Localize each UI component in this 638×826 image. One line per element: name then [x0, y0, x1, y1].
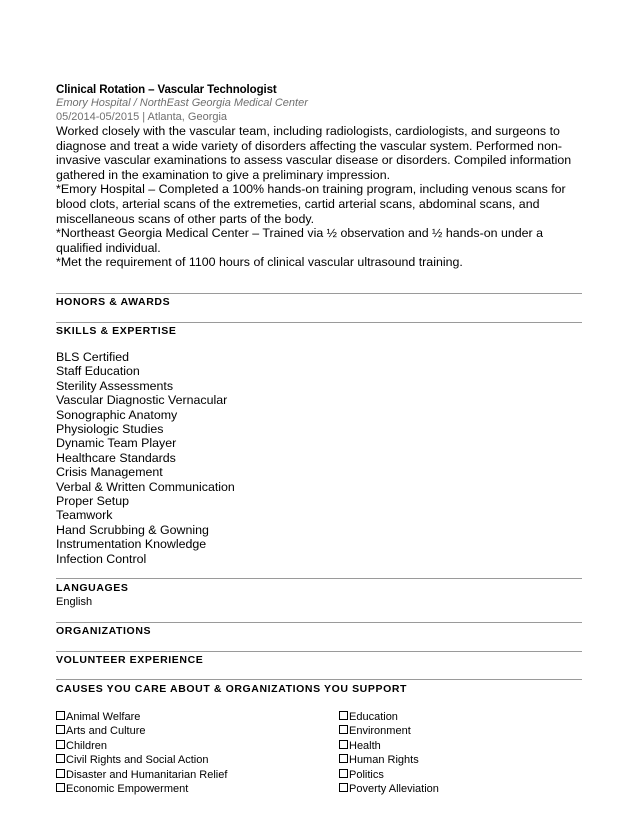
cause-item[interactable] — [339, 768, 439, 782]
skill-item: Dynamic Team Player — [56, 436, 177, 451]
job-description — [56, 124, 582, 270]
cause-label: Disaster and Humanitarian Relief — [66, 768, 228, 781]
language-item: English — [56, 596, 93, 608]
section-divider — [56, 651, 582, 652]
skill-item: BLS Certified — [56, 350, 130, 364]
checkbox-icon — [339, 754, 348, 763]
section-heading-organizations: ORGANIZATIONS — [56, 625, 152, 637]
skill-item: Healthcare Standards — [56, 450, 176, 465]
skill-item: Sonographic Anatomy — [56, 407, 178, 422]
section-heading-skills: SKILLS & EXPERTISE — [56, 325, 177, 337]
checkbox-icon — [56, 754, 65, 763]
checkbox-icon — [339, 725, 348, 734]
cause-item[interactable] — [339, 782, 439, 796]
skill-item: Verbal & Written Communication — [56, 479, 235, 494]
job-bullet: *Emory Hospital – Completed a 100% hands-on training program, including venous scans for blood clots, arterial scans of the extremeties, cartid arterial scans, abdominal scans, and miscellaneous scans of other parts of the body. — [56, 182, 566, 226]
cause-item[interactable] — [56, 739, 227, 753]
skill-item: Vascular Diagnostic Vernacular — [56, 393, 228, 408]
job-dates-location: 05/2014-05/2015 | Atlanta, Georgia — [56, 111, 228, 123]
checkbox-icon — [56, 711, 65, 720]
cause-item[interactable] — [339, 753, 439, 767]
checkbox-icon — [339, 740, 348, 749]
section-heading-honors: HONORS & AWARDS — [56, 296, 171, 308]
skill-item: Teamwork — [56, 508, 113, 523]
cause-item[interactable] — [56, 768, 227, 782]
cause-label: Arts and Culture — [66, 725, 146, 738]
causes-column-left — [56, 710, 227, 796]
skill-item: Crisis Management — [56, 465, 163, 480]
cause-item[interactable] — [56, 782, 227, 796]
cause-item[interactable] — [56, 724, 227, 738]
job-organizations: Emory Hospital / NorthEast Georgia Medical Center — [56, 97, 308, 109]
job-bullet: *Met the requirement of 1100 hours of clinical vascular ultrasound training. — [56, 255, 463, 270]
checkbox-icon — [339, 783, 348, 792]
cause-label: Economic Empowerment — [66, 783, 189, 796]
cause-label: Education — [349, 711, 398, 723]
checkbox-icon — [56, 725, 65, 734]
skill-item: Sterility Assessments — [56, 378, 174, 393]
skill-item: Staff Education — [56, 364, 140, 379]
job-title: Clinical Rotation – Vascular Technologist — [56, 84, 277, 96]
checkbox-icon — [339, 711, 348, 720]
skill-item: Instrumentation Knowledge — [56, 537, 207, 552]
checkbox-icon — [56, 769, 65, 778]
checkbox-icon — [56, 740, 65, 749]
section-divider — [56, 622, 582, 623]
checkbox-icon — [56, 783, 65, 792]
cause-label: Animal Welfare — [66, 711, 141, 723]
cause-label: Environment — [349, 725, 411, 738]
skills-list — [56, 350, 235, 566]
cause-label: Civil Rights and Social Action — [66, 754, 209, 767]
cause-item[interactable] — [339, 724, 439, 738]
skill-item: Physiologic Studies — [56, 422, 164, 437]
job-bullet: *Northeast Georgia Medical Center – Trained via ½ observation and ½ hands-on under a qualified individual. — [56, 226, 543, 255]
section-heading-causes: CAUSES YOU CARE ABOUT & ORGANIZATIONS YOU SUPPORT — [56, 683, 408, 695]
section-heading-languages: LANGUAGES — [56, 582, 129, 594]
cause-label: Politics — [349, 768, 384, 781]
cause-label: Poverty Alleviation — [349, 783, 439, 796]
section-divider — [56, 293, 582, 294]
skill-item: Proper Setup — [56, 494, 130, 509]
checkbox-icon — [339, 769, 348, 778]
cause-item[interactable] — [56, 710, 227, 724]
section-divider — [56, 679, 582, 680]
section-divider — [56, 578, 582, 579]
job-summary: Worked closely with the vascular team, including radiologists, cardiologists, and surgeons to diagnose and treat a wide variety of disorders affecting the vascular system. Performed non-invasive vascular examinations to assess vascular disease or disorders. Compiled information gathered in the examination to give a preliminary impression. — [56, 124, 572, 182]
skill-item: Infection Control — [56, 551, 147, 566]
causes-column-right — [339, 710, 439, 796]
cause-label: Children — [66, 739, 107, 752]
cause-item[interactable] — [339, 739, 439, 753]
section-heading-volunteer: VOLUNTEER EXPERIENCE — [56, 654, 204, 666]
cause-item[interactable] — [56, 753, 227, 767]
cause-label: Health — [349, 739, 381, 752]
cause-label: Human Rights — [349, 754, 419, 767]
section-divider — [56, 322, 582, 323]
cause-item[interactable] — [339, 710, 439, 724]
skill-item: Hand Scrubbing & Gowning — [56, 522, 209, 537]
